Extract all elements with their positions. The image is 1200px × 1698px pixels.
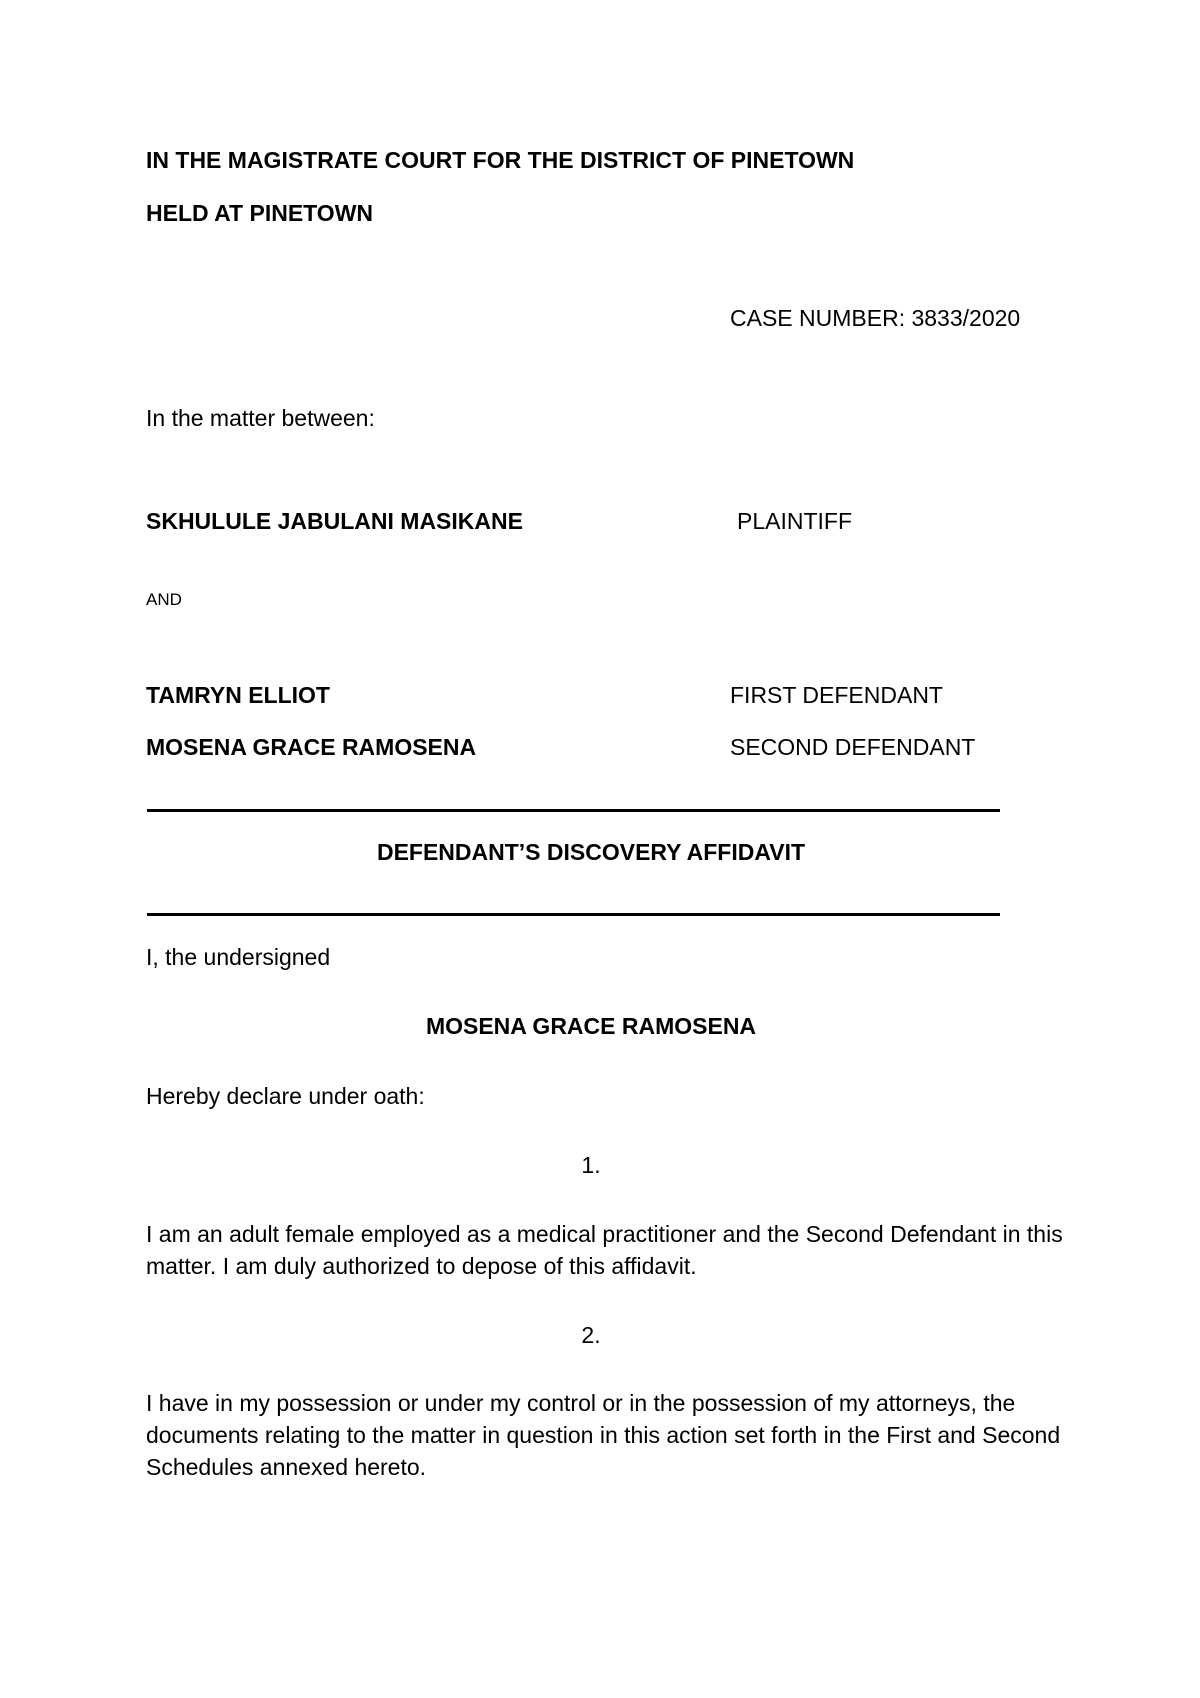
paragraph-number: 1.: [581, 1152, 601, 1178]
top-rule: [147, 809, 1000, 812]
first-defendant-role: FIRST DEFENDANT: [730, 682, 943, 708]
document-title: DEFENDANT’S DISCOVERY AFFIDAVIT: [376, 839, 806, 865]
plaintiff-role: PLAINTIFF: [737, 508, 853, 534]
held-at-heading: HELD AT PINETOWN: [146, 200, 374, 226]
court-heading: IN THE MAGISTRATE COURT FOR THE DISTRICT OF PINETOWN: [146, 147, 855, 173]
first-defendant-name: TAMRYN ELLIOT: [146, 682, 330, 708]
paragraph-text: I have in my possession or under my control or in the possession of my attorneys, the documents relating to the matter in question in this action set forth in the First and Second Schedules annexed hereto.: [146, 1390, 1061, 1480]
and-separator: AND: [146, 590, 182, 609]
plaintiff-name: SKHULULE JABULANI MASIKANE: [146, 508, 523, 534]
case-number: CASE NUMBER: 3833/2020: [730, 305, 1021, 331]
paragraph-text: I am an adult female employed as a medical practitioner and the Second Defendant in this matter. I am duly authorized to depose of this affidavit.: [146, 1221, 1063, 1279]
matter-intro: In the matter between:: [146, 405, 375, 431]
bottom-rule: [147, 913, 1000, 916]
paragraph-number: 2.: [581, 1322, 601, 1348]
deponent-name: MOSENA GRACE RAMOSENA: [425, 1013, 757, 1039]
second-defendant-name: MOSENA GRACE RAMOSENA: [146, 734, 477, 760]
second-defendant-role: SECOND DEFENDANT: [730, 734, 976, 760]
declaration-line: Hereby declare under oath:: [146, 1083, 425, 1109]
deponent-intro: I, the undersigned: [146, 944, 331, 970]
